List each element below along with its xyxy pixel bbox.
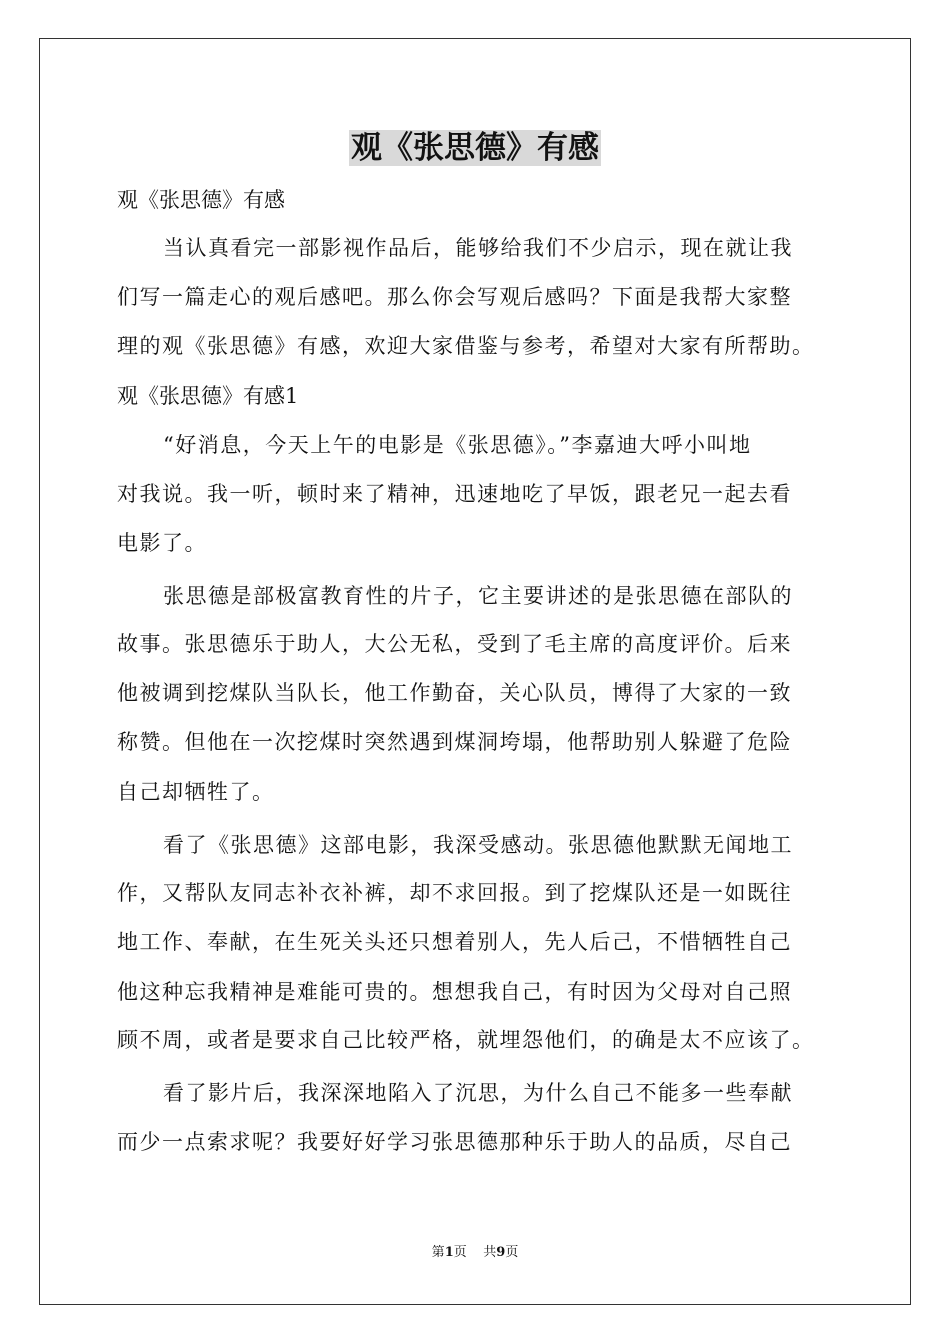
document-title: [0, 124, 950, 172]
paragraph-line: 们写一篇走心的观后感吧。那么你会写观后感吗？下面是我帮大家整: [117, 285, 792, 309]
section-heading: 观《张思德》有感1: [117, 384, 299, 408]
paragraph-line: 看了影片后，我深深地陷入了沉思，为什么自己不能多一些奉献: [163, 1081, 793, 1105]
paragraph-line: 而少一点索求呢？我要好好学习张思德那种乐于助人的品质，尽自己: [117, 1130, 792, 1154]
paragraph-line: 作，又帮队友同志补衣补裤，却不求回报。到了挖煤队还是一如既往: [117, 881, 792, 905]
paragraph-line: 他被调到挖煤队当队长，他工作勤奋，关心队员，博得了大家的一致: [117, 681, 792, 705]
paragraph-line: 自己却牺牲了。: [117, 780, 275, 804]
paragraph-line: 张思德是部极富教育性的片子，它主要讲述的是张思德在部队的: [163, 584, 793, 608]
document-subtitle: 观《张思德》有感: [117, 188, 285, 212]
paragraph-line: 他这种忘我精神是难能可贵的。想想我自己，有时因为父母对自己照: [117, 980, 792, 1004]
footer-page-current: 1: [444, 1245, 454, 1260]
footer-page-prefix: 第: [431, 1245, 445, 1260]
paragraph-line: 地工作、奉献，在生死关头还只想着别人，先人后己，不惜牺牲自己: [117, 930, 792, 954]
footer-page-total: 9: [496, 1245, 506, 1260]
paragraph-line: 理的观《张思德》有感，欢迎大家借鉴与参考，希望对大家有所帮助。: [117, 334, 815, 358]
paragraph-line: 当认真看完一部影视作品后，能够给我们不少启示，现在就让我: [163, 236, 793, 260]
paragraph-line: 故事。张思德乐于助人，大公无私，受到了毛主席的高度评价。后来: [117, 632, 792, 656]
paragraph-line: 电影了。: [117, 531, 207, 555]
footer-page-suffix: 页: [505, 1245, 519, 1260]
paragraph-line: “好消息，今天上午的电影是《张思德》。”李嘉迪大呼小叫地: [163, 433, 752, 457]
paragraph-line: 顾不周，或者是要求自己比较严格，就埋怨他们，的确是太不应该了。: [117, 1028, 815, 1052]
paragraph-line: 称赞。但他在一次挖煤时突然遇到煤洞垮塌，他帮助别人躲避了危险: [117, 730, 792, 754]
footer-page-middle: 页 共: [453, 1245, 497, 1260]
page-footer: [0, 1243, 950, 1263]
paragraph-line: 对我说。我一听，顿时来了精神，迅速地吃了早饭，跟老兄一起去看: [117, 482, 792, 506]
page-border: [39, 38, 911, 1305]
document-title-text: 观《张思德》有感: [351, 130, 599, 166]
paragraph-line: 看了《张思德》这部电影，我深受感动。张思德他默默无闻地工: [163, 833, 793, 857]
